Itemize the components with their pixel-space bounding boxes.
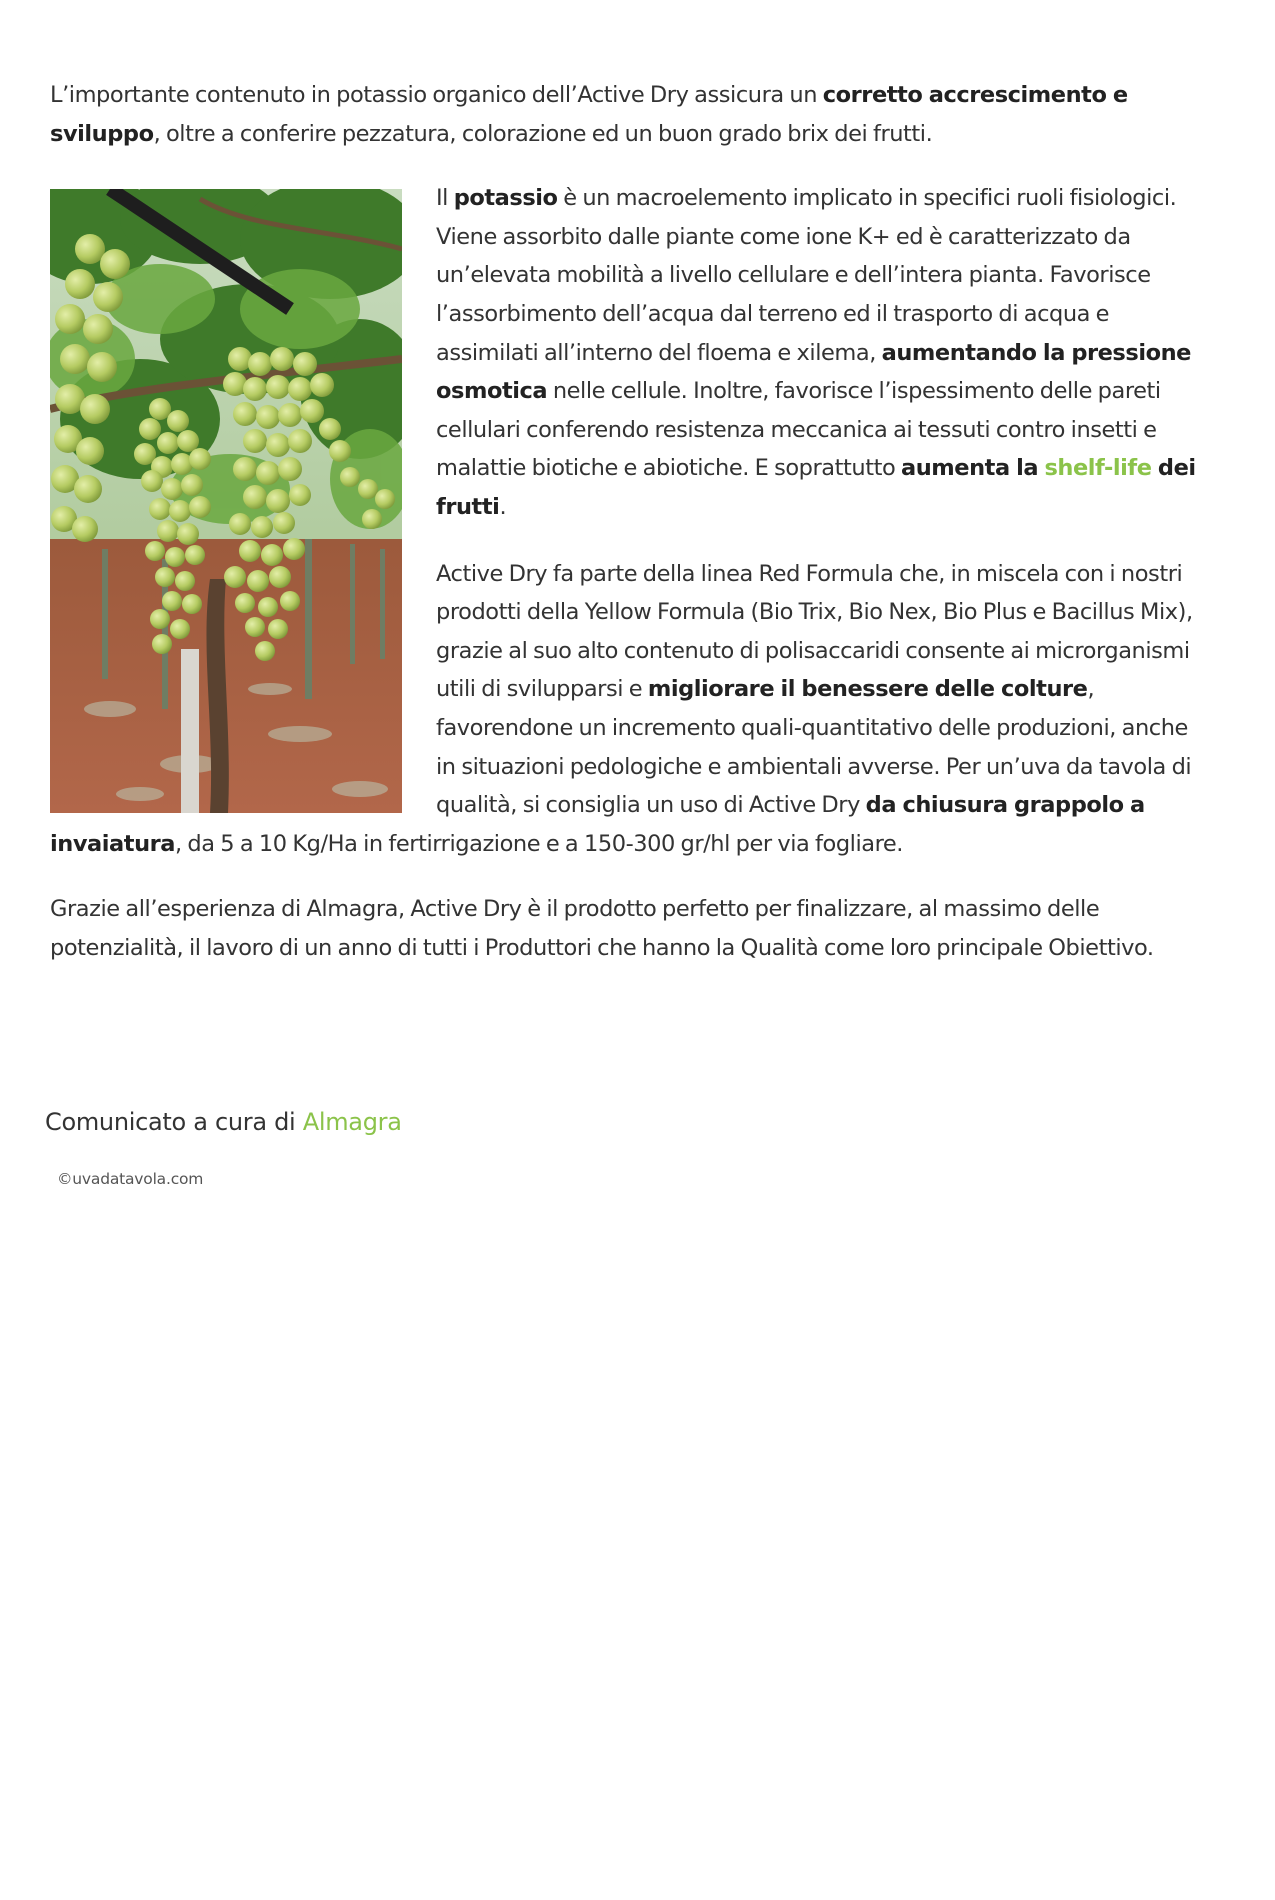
intro-text-end: , oltre a conferire pezzatura, colorazione ed un buon grado brix dei frutti. <box>153 120 933 147</box>
red-formula-paragraph: Active Dry fa parte della linea Red Formula che, in miscela con i nostri prodotti della Yellow Formula (Bio Trix, Bio Nex, Bio Plus e Bacillus Mix), grazie al suo alto contenuto di polisaccaridi consente ai microrganismi utili di svilupparsi e migliorare il benessere delle colture, favorendone un incremento quali-quantitativo delle produzioni, anche in situazioni pedologiche e ambientali avverse. Per un’uva da tavola di qualità, si consiglia un uso di Active Dry da chiusura grappolo a invaiatura, da 5 a 10 Kg/Ha in fertirrigazione e a 150-300 gr/hl per via fogliare. <box>50 560 1193 857</box>
press-release-credit <box>45 1108 402 1136</box>
closing-paragraph: Grazie all’esperienza di Almagra, Active Dry è il prodotto perfetto per finalizzare, al massimo delle potenzialità, il lavoro di un anno di tutti i Produttori che hanno la Qualità come loro principale Obiettivo. <box>50 896 1154 961</box>
osmotic-pressure-bold: aumentando la pressione osmotica <box>436 339 1191 405</box>
intro-bold: corretto accrescimento e sviluppo <box>50 82 1128 147</box>
copyright-notice: ©uvadatavola.com <box>57 1170 204 1188</box>
article-body <box>50 76 1210 967</box>
table-grapes-photo <box>50 189 402 813</box>
almagra-link[interactable]: Almagra <box>302 1108 402 1136</box>
credit-label: Comunicato a cura di <box>45 1108 303 1136</box>
image-text-block <box>50 179 1210 863</box>
potassium-bold: potassio <box>453 185 558 212</box>
shelf-life-highlight: shelf-life <box>1044 455 1152 482</box>
crop-wellbeing-bold: migliorare il benessere delle colture <box>647 676 1088 703</box>
intro-text: L’importante contenuto in potassio organico dell’Active Dry assicura un <box>50 82 823 108</box>
application-timing-bold: da chiusura grappolo a invaiatura <box>50 792 1145 857</box>
potassium-paragraph: Il potassio è un macroelemento implicato in specifici ruoli fisiologici. Viene assorbito dalle piante come ione K+ ed è caratterizzato da un’elevata mobilità a livello cellulare e dell’intera pianta. Favorisce l’assorbimento dell’acqua dal terreno ed il trasporto di acqua e assimilati all’interno del floema e xilema, aumentando la pressione osmotica nelle cellule. Inoltre, favorisce l’ispessimento delle pareti cellulari conferendo resistenza meccanica ai tessuti contro insetti e malattie biotiche e abiotiche. E soprattutto aumenta la shelf-life dei frutti. <box>436 185 1196 520</box>
intro-paragraph <box>50 76 1210 153</box>
